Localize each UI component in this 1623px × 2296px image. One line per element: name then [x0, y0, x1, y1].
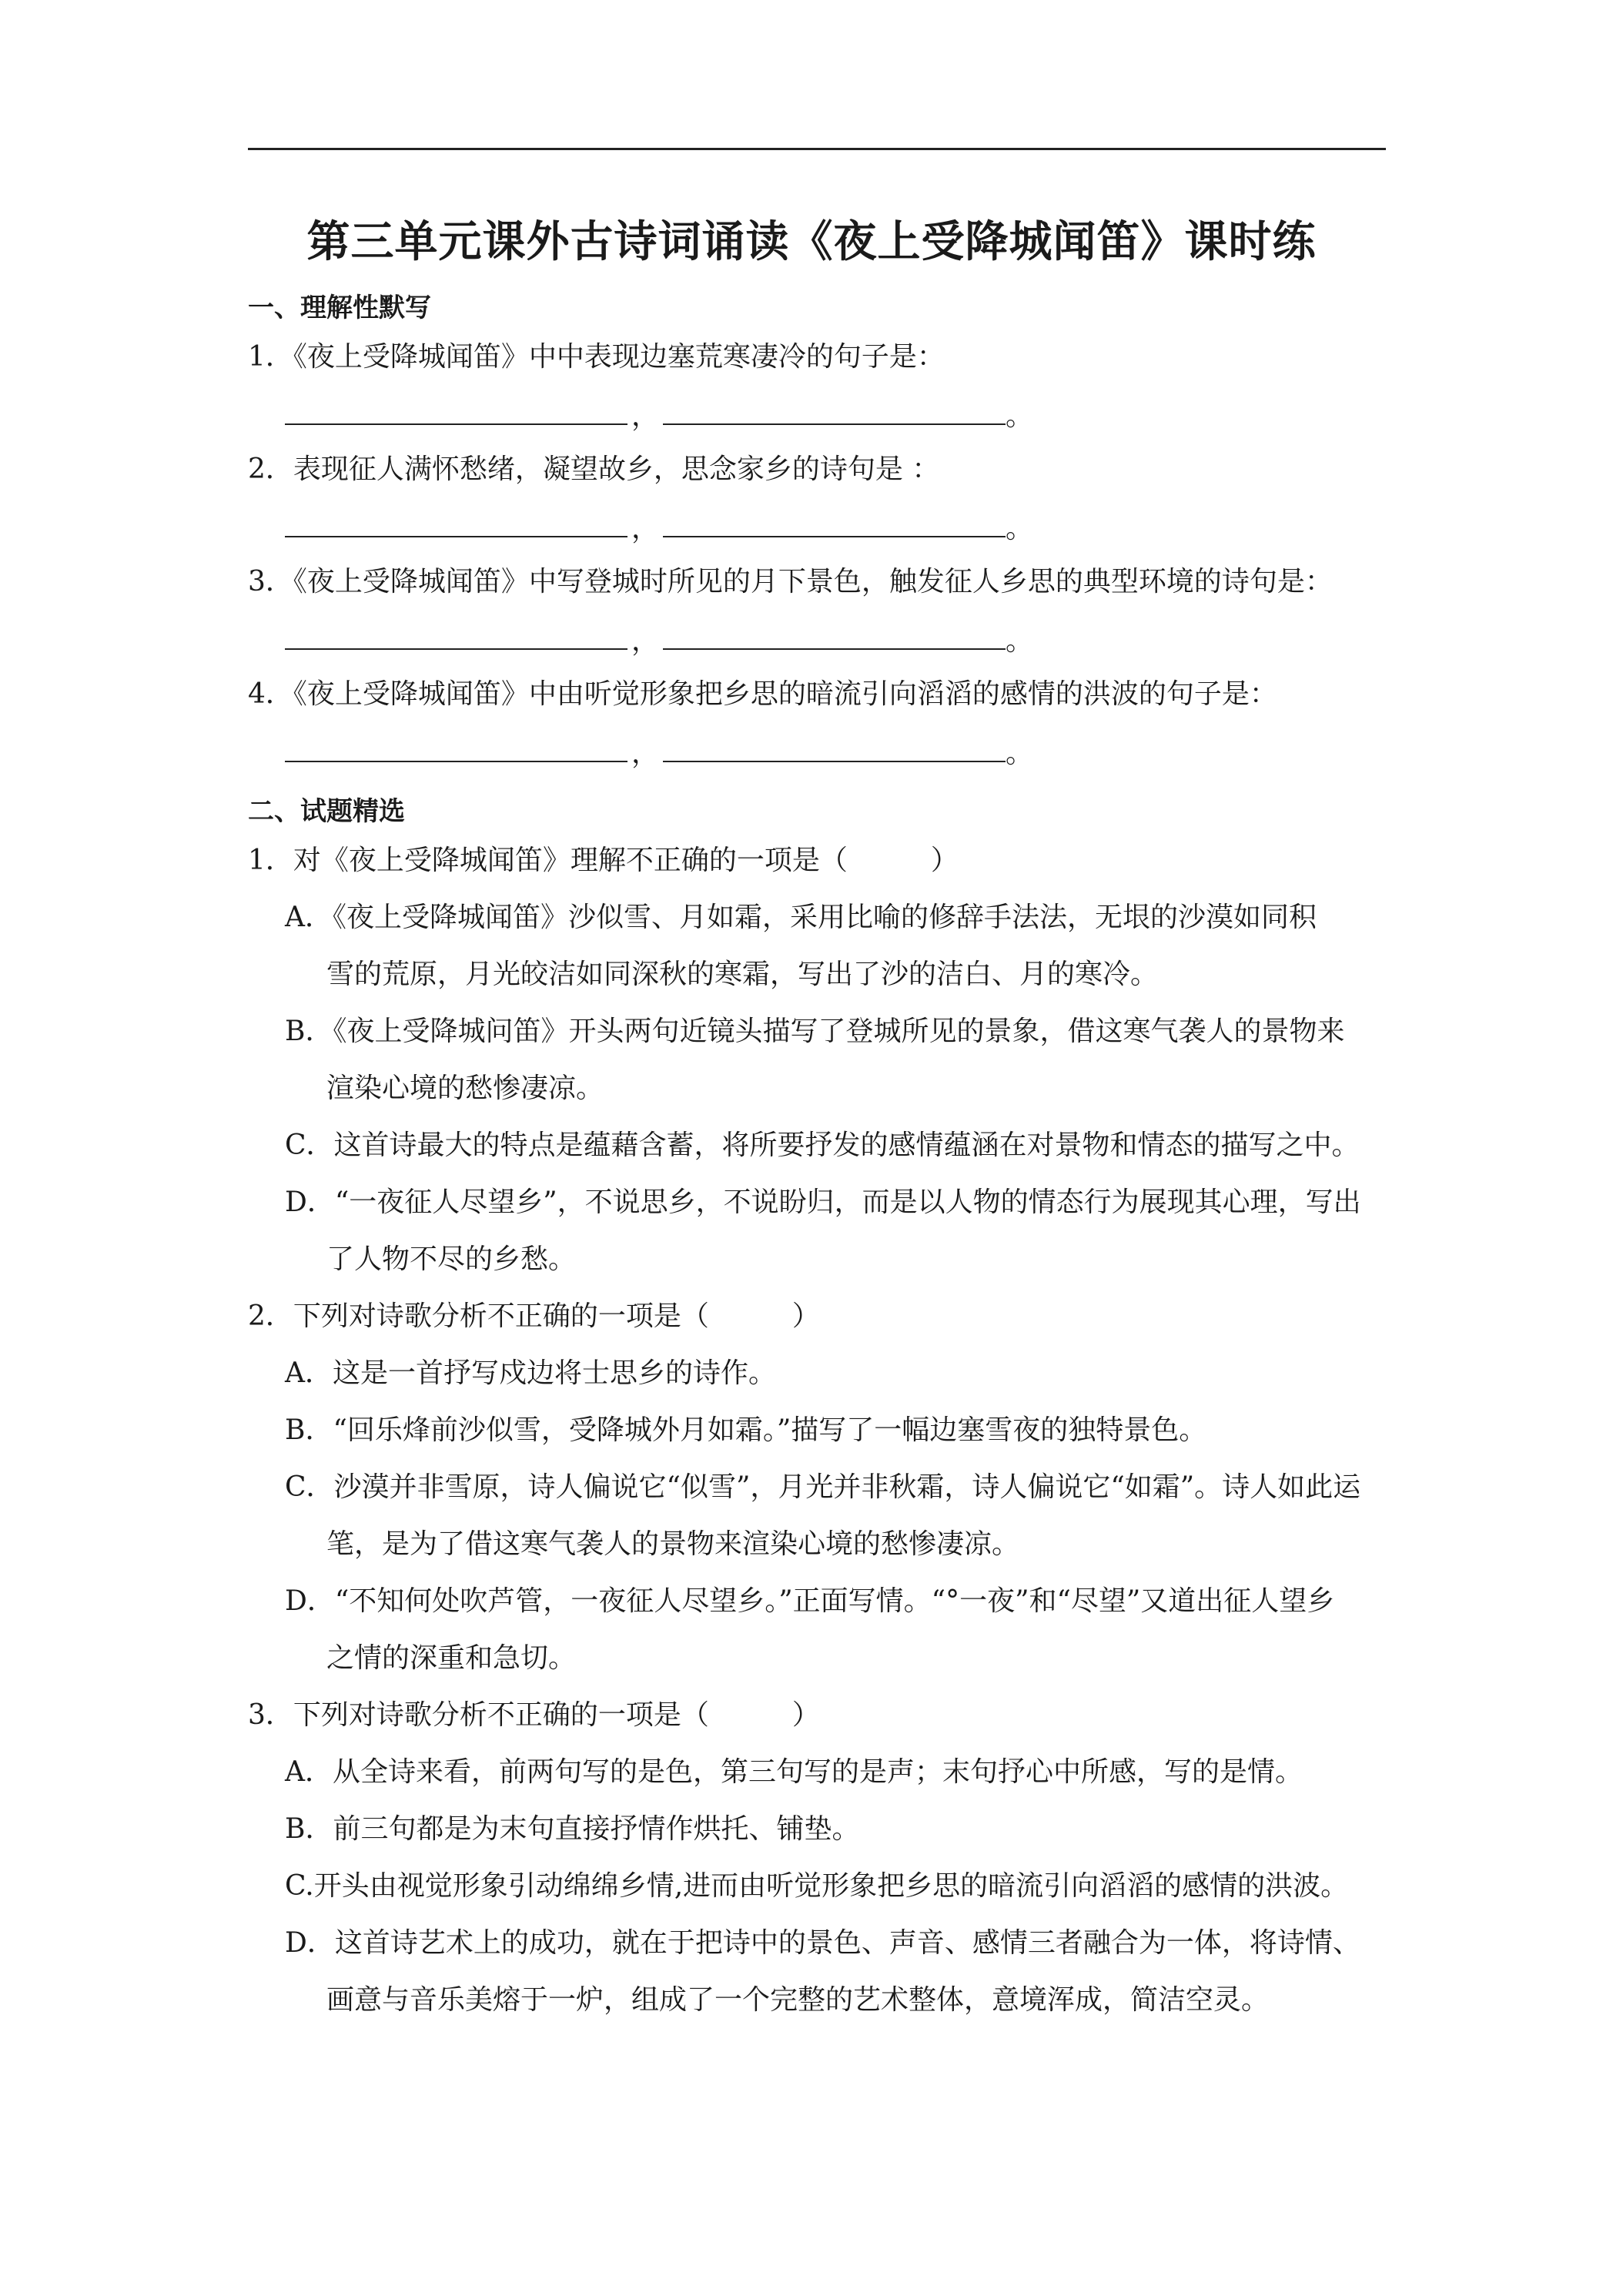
- period: 。: [1006, 625, 1034, 657]
- question-number: 3．: [248, 566, 293, 597]
- period: 。: [1006, 400, 1034, 432]
- mc-question-3-stem: 3．下列对诗歌分析不正确的一项是（ ）: [248, 1699, 820, 1731]
- option-a: A．这是一首抒写戍边将士思乡的诗作。: [285, 1357, 776, 1389]
- answer-blank[interactable]: [663, 508, 1006, 537]
- fill-question-4: [248, 678, 1277, 711]
- question-number: 2．: [248, 454, 293, 485]
- fill-question-1: [248, 340, 945, 374]
- option-b: B．“回乐烽前沙似雪，受降城外月如霜。”描写了一幅边塞雪夜的独特景色。: [285, 1414, 1207, 1446]
- answer-blank[interactable]: [663, 396, 1006, 425]
- comma: ，: [631, 625, 659, 657]
- answer-blank[interactable]: [663, 733, 1006, 762]
- comma: ，: [631, 513, 659, 544]
- option-b: B．前三句都是为末句直接抒情作烘托、铺垫。: [285, 1813, 860, 1845]
- period: 。: [1006, 513, 1034, 544]
- question-number: 1．: [248, 341, 293, 373]
- answer-blanks-4: [285, 733, 1033, 771]
- section-heading-2: 二、试题精选: [248, 796, 405, 827]
- section-heading-1: 一、理解性默写: [248, 293, 431, 323]
- answer-blank[interactable]: [285, 733, 627, 762]
- answer-blank[interactable]: [285, 508, 627, 537]
- option-d: D．“不知何处吹芦管，一夜征人尽望乡。”正面写情。“°一夜”和“尽望”又道出征人望乡: [285, 1585, 1335, 1617]
- answer-blank[interactable]: [285, 621, 627, 650]
- question-text: 表现征人满怀愁绪，凝望故乡，思念家乡的诗句是 ：: [293, 454, 940, 485]
- option-b: B．《夜上受降城问笛》开头两句近镜头描写了登城所见的景象，借这寒气袭人的景物来: [285, 1016, 1345, 1047]
- question-text: 《夜上受降城闻笛》中写登城时所见的月下景色，触发征人乡思的典型环境的诗句是：: [293, 566, 1333, 597]
- option-c: C.开头由视觉形象引动绵绵乡情,进而由听觉形象把乡思的暗流引向滔滔的感情的洪波。: [285, 1870, 1349, 1902]
- page-title: 第三单元课外古诗词诵读《夜上受降城闻笛》课时练: [306, 216, 1317, 267]
- option-d: D．“一夜征人尽望乡”，不说思乡，不说盼归，而是以人物的情态行为展现其心理，写出: [285, 1186, 1361, 1218]
- header-rule: [248, 148, 1386, 150]
- option-d-continued: 之情的深重和急切。: [326, 1642, 577, 1674]
- answer-blanks-3: [285, 621, 1033, 658]
- option-c: C．沙漠并非雪原，诗人偏说它“似雪”，月光并非秋霜，诗人偏说它“如霜”。诗人如此运: [285, 1471, 1361, 1503]
- comma: ，: [631, 738, 659, 769]
- option-a: A．《夜上受降城闻笛》沙似雪、月如霜，采用比喻的修辞手法法，无垠的沙漠如同积: [285, 902, 1317, 933]
- period: 。: [1006, 738, 1034, 769]
- option-d-continued: 画意与音乐美熔于一炉，组成了一个完整的艺术整体，意境浑成，简洁空灵。: [326, 1984, 1270, 2016]
- option-d: D．这首诗艺术上的成功，就在于把诗中的景色、声音、感情三者融合为一体，将诗情、: [285, 1927, 1360, 1959]
- comma: ，: [631, 400, 659, 432]
- answer-blank[interactable]: [285, 396, 627, 425]
- option-a-continued: 雪的荒原，月光皎洁如同深秋的寒霜，写出了沙的洁白、月的寒冷。: [326, 959, 1159, 990]
- answer-blank[interactable]: [663, 621, 1006, 650]
- option-c-continued: 笔，是为了借这寒气袭人的景物来渲染心境的愁惨凄凉。: [326, 1528, 1020, 1560]
- question-text: 《夜上受降城闻笛》中由听觉形象把乡思的暗流引向滔滔的感情的洪波的句子是：: [293, 678, 1277, 710]
- mc-question-1-stem: 1．对《夜上受降城闻笛》理解不正确的一项是（ ）: [248, 845, 959, 876]
- option-a: A．从全诗来看，前两句写的是色，第三句写的是声；末句抒心中所感，写的是情。: [285, 1756, 1303, 1788]
- fill-question-2: [248, 453, 939, 487]
- question-number: 4．: [248, 678, 293, 710]
- option-b-continued: 渲染心境的愁惨凄凉。: [326, 1073, 604, 1104]
- answer-blanks-1: [285, 396, 1033, 433]
- question-text: 《夜上受降城闻笛》中中表现边塞荒寒凄冷的句子是：: [293, 341, 945, 373]
- answer-blanks-2: [285, 508, 1033, 546]
- mc-question-2-stem: 2．下列对诗歌分析不正确的一项是（ ）: [248, 1300, 820, 1332]
- fill-question-3: [248, 565, 1333, 599]
- option-c: C．这首诗最大的特点是蕴藉含蓄，将所要抒发的感情蕴涵在对景物和情态的描写之中。: [285, 1130, 1360, 1161]
- option-d-continued: 了人物不尽的乡愁。: [326, 1243, 577, 1275]
